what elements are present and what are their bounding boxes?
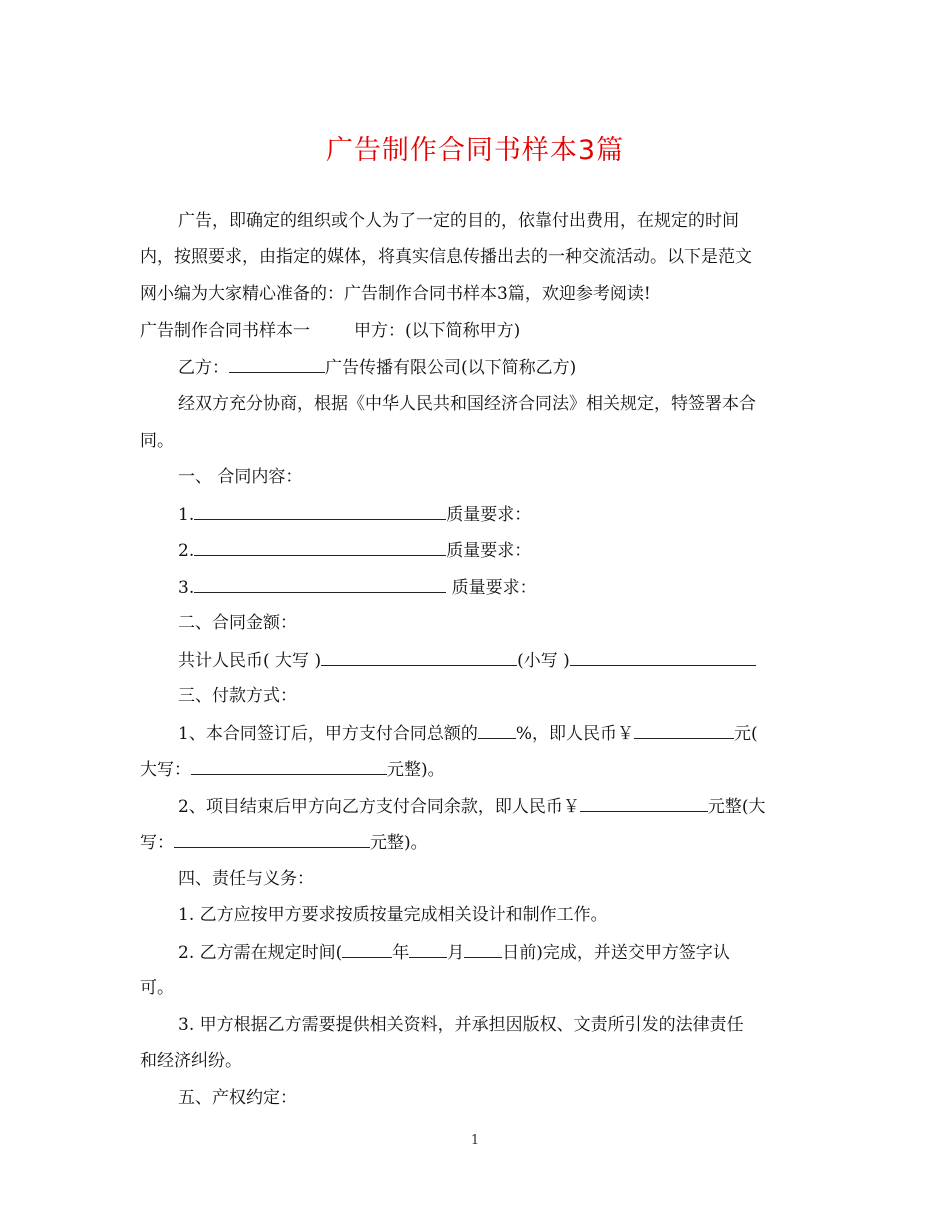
payment-2-end: 元整)。 <box>370 833 428 853</box>
payment-1-rmb: %，即人民币￥ <box>515 724 634 744</box>
basis-line-1: 经双方充分协商，根据《中华人民共和国经济合同法》相关规定，特签署本合 <box>178 394 756 414</box>
party-b-blank[interactable] <box>229 356 325 373</box>
item-1-blank[interactable] <box>194 503 446 520</box>
sample-heading: 广告制作合同书样本一 <box>140 321 310 341</box>
section-4-heading: 四、责任与义务： <box>178 869 314 889</box>
payment-1-uppercase-label: 大写： <box>140 760 191 780</box>
year-blank[interactable] <box>342 941 392 958</box>
percent-blank[interactable] <box>478 722 516 739</box>
amount-uppercase-label: 共计人民币( 大写 ) <box>178 651 322 671</box>
payment-1-uppercase-blank[interactable] <box>191 758 387 775</box>
page-number: 1 <box>470 1133 480 1148</box>
year-label: 年 <box>392 943 410 963</box>
quality-label: 质量要求： <box>446 541 532 561</box>
sample-heading-line <box>140 320 520 342</box>
day-label: 日前)完成，并送交甲方签字认 <box>502 943 730 963</box>
party-b-suffix: 广告传播有限公司(以下简称乙方) <box>325 358 577 378</box>
section-3-heading: 三、付款方式： <box>178 686 297 706</box>
payment-2-amount-blank[interactable] <box>580 795 708 812</box>
section-2-heading: 二、合同金额： <box>178 613 297 633</box>
amount-lowercase-blank[interactable] <box>570 649 756 666</box>
duty-2-text: 2. 乙方需在规定时间( <box>178 943 343 963</box>
payment-2-text: 2、项目结束后甲方向乙方支付合同余款，即人民币￥ <box>178 797 580 817</box>
item-3-blank[interactable] <box>194 576 446 593</box>
payment-1-end: 元整)。 <box>387 760 445 780</box>
payment-2-uppercase-blank[interactable] <box>174 831 370 848</box>
duty-1: 1. 乙方应按甲方要求按质按量完成相关设计和制作工作。 <box>178 905 608 925</box>
section-5-heading: 五、产权约定： <box>178 1088 297 1108</box>
duty-2-line-2: 可。 <box>140 978 174 998</box>
duty-3-line-1: 3. 甲方根据乙方需要提供相关资料，并承担因版权、文责所引发的法律责任 <box>178 1015 744 1035</box>
amount-line <box>178 649 756 672</box>
content-item-1 <box>178 503 531 526</box>
content-item-3 <box>178 576 537 599</box>
day-blank[interactable] <box>464 941 502 958</box>
content-item-2 <box>178 539 531 562</box>
month-blank[interactable] <box>409 941 447 958</box>
duty-2-line-1 <box>178 941 730 964</box>
payment-2-line-1 <box>178 795 765 818</box>
document-title: 广告制作合同书样本3篇 <box>325 135 625 166</box>
payment-2-uppercase-label: 写： <box>140 833 174 853</box>
amount-uppercase-blank[interactable] <box>321 649 517 666</box>
payment-1-yuan: 元( <box>733 724 758 744</box>
intro-line-2: 内，按照要求，由指定的媒体，将真实信息传播出去的一种交流活动。以下是范文 <box>140 247 752 267</box>
amount-lowercase-label: (小写 ) <box>517 651 570 671</box>
item-number: 3. <box>178 578 195 598</box>
item-number: 1. <box>178 505 195 525</box>
payment-2-yuan: 元整(大 <box>707 797 766 817</box>
quality-label: 质量要求： <box>446 578 537 598</box>
payment-1-line-1 <box>178 722 758 745</box>
payment-2-line-2 <box>140 831 428 854</box>
item-number: 2. <box>178 541 195 561</box>
month-label: 月 <box>447 943 465 963</box>
duty-3-line-2: 和经济纠纷。 <box>140 1051 242 1071</box>
party-b-line <box>178 356 576 379</box>
payment-1-line-2 <box>140 758 445 781</box>
quality-label: 质量要求： <box>446 505 532 525</box>
party-a-label: 甲方：(以下简称甲方) <box>354 321 521 341</box>
payment-1-amount-blank[interactable] <box>634 722 734 739</box>
party-b-label: 乙方： <box>178 358 229 378</box>
section-1-heading: 一、 合同内容： <box>178 467 303 487</box>
intro-line-3: 网小编为大家精心准备的：广告制作合同书样本3篇，欢迎参考阅读! <box>140 284 651 304</box>
intro-line-1: 广告，即确定的组织或个人为了一定的目的，依靠付出费用，在规定的时间 <box>178 211 739 231</box>
basis-line-2: 同。 <box>140 431 174 451</box>
payment-1-text: 1、本合同签订后，甲方支付合同总额的 <box>178 724 478 744</box>
item-2-blank[interactable] <box>194 539 446 556</box>
